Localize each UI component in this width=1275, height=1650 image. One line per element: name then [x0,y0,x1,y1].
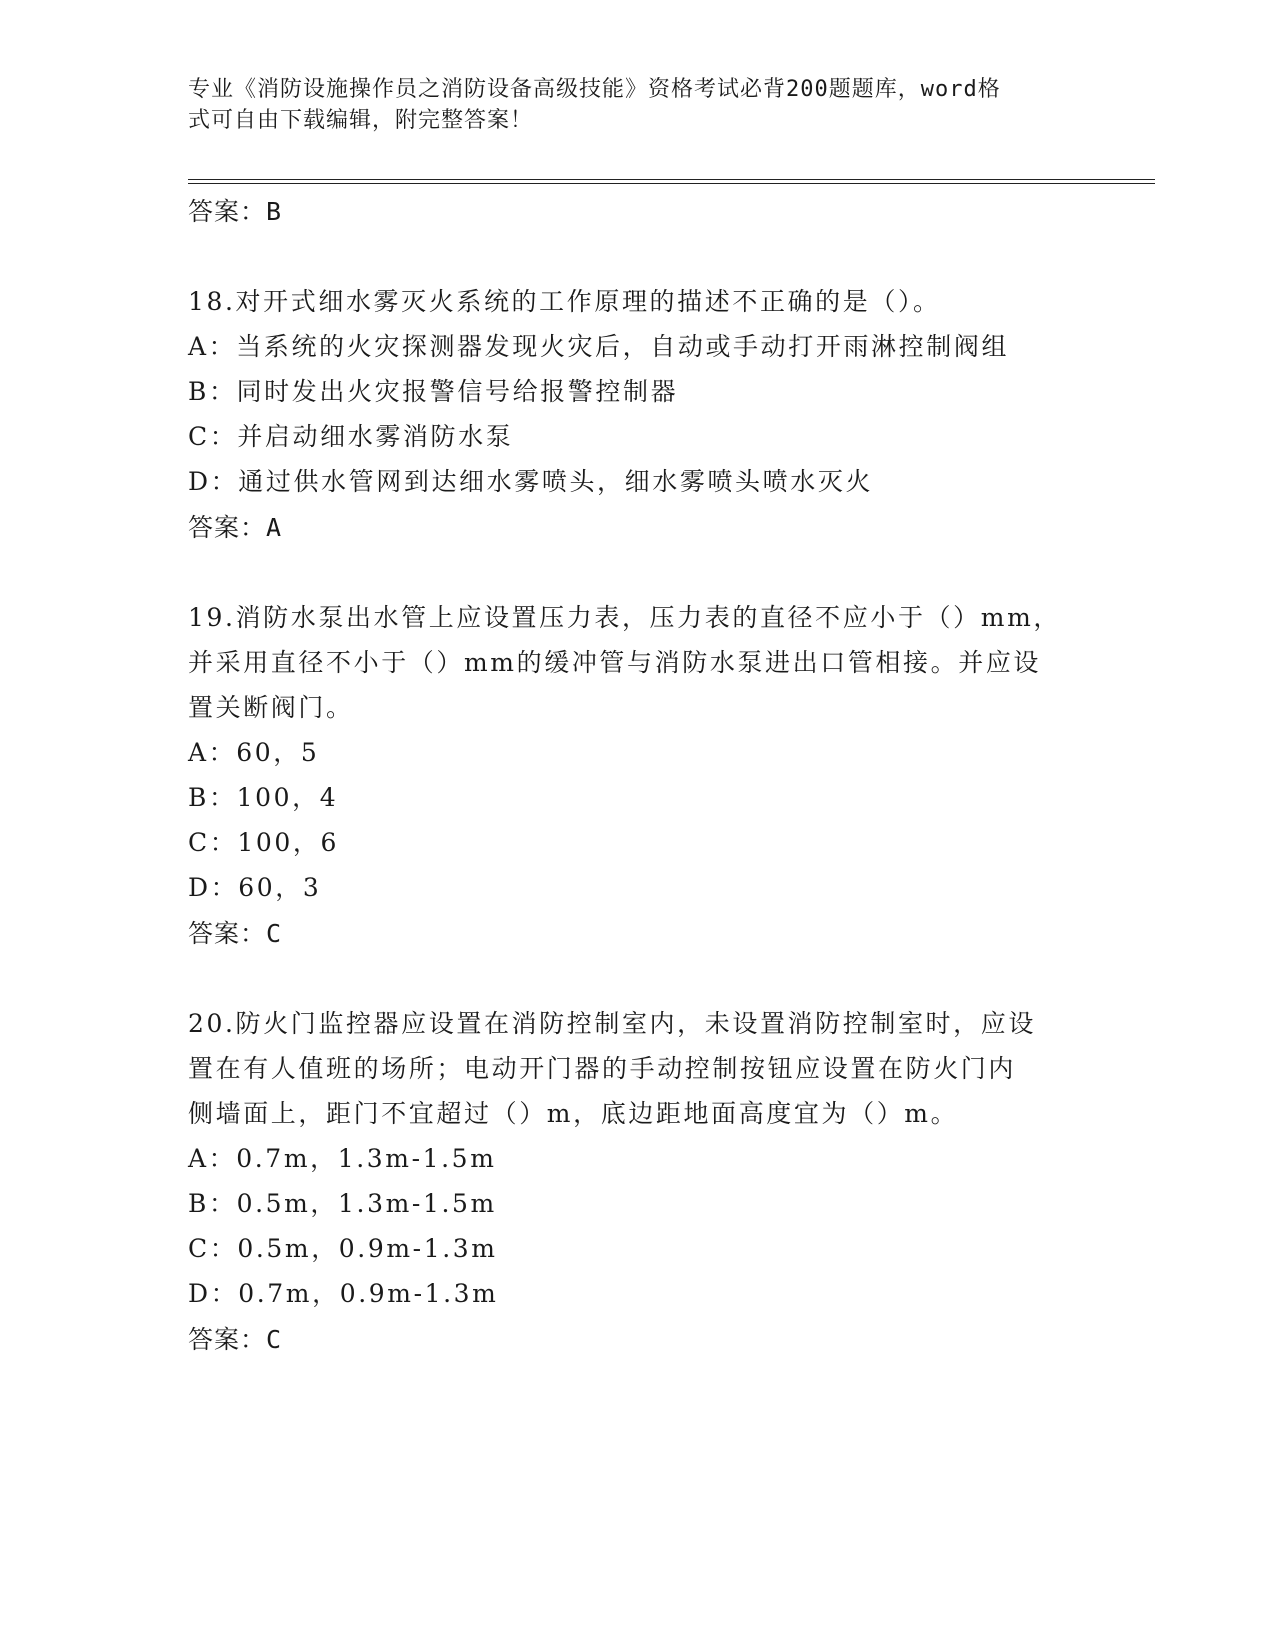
option-d: D：通过供水管网到达细水雾喷头，细水雾喷头喷水灭火 [188,467,874,496]
question-stem: 置关断阀门。 [188,693,354,722]
option-c: C：0.5m，0.9m-1.3m [188,1234,498,1263]
header-divider [188,179,1155,180]
option-a: A：当系统的火灾探测器发现火灾后，自动或手动打开雨淋控制阀组 [188,332,1010,361]
option-d: D：0.7m，0.9m-1.3m [188,1279,499,1308]
question-stem: 20.防火门监控器应设置在消防控制室内，未设置消防控制室时，应设 [188,1009,1036,1038]
previous-answer: 答案：B [188,197,283,226]
question-stem: 并采用直径不小于（）mm的缓冲管与消防水泵进出口管相接。并应设 [188,648,1042,677]
answer: 答案：C [188,919,283,948]
document-header [188,74,1068,136]
question-stem: 置在有人值班的场所；电动开门器的手动控制按钮应设置在防火门内 [188,1054,1017,1083]
header-line-1: 专业《消防设施操作员之消防设备高级技能》资格考试必背200题题库，word格 [188,77,1001,102]
header-line-2: 式可自由下载编辑，附完整答案！ [188,108,534,133]
option-a: A：0.7m，1.3m-1.5m [188,1144,497,1173]
option-a: A：60，5 [188,738,320,767]
question-stem: 18.对开式细水雾灭火系统的工作原理的描述不正确的是（）。 [188,287,941,316]
option-c: C：并启动细水雾消防水泵 [188,422,514,451]
option-b: B：100，4 [188,783,339,812]
option-c: C：100，6 [188,828,339,857]
option-b: B：0.5m，1.3m-1.5m [188,1189,497,1218]
option-d: D：60，3 [188,873,322,902]
option-b: B：同时发出火灾报警信号给报警控制器 [188,377,679,406]
header-divider-thin [188,183,1155,184]
question-stem: 侧墙面上，距门不宜超过（）m，底边距地面高度宜为（）m。 [188,1099,959,1128]
question-stem: 19.消防水泵出水管上应设置压力表，压力表的直径不应小于（）mm， [188,603,1061,632]
answer: 答案：C [188,1325,283,1354]
answer: 答案：A [188,513,283,542]
